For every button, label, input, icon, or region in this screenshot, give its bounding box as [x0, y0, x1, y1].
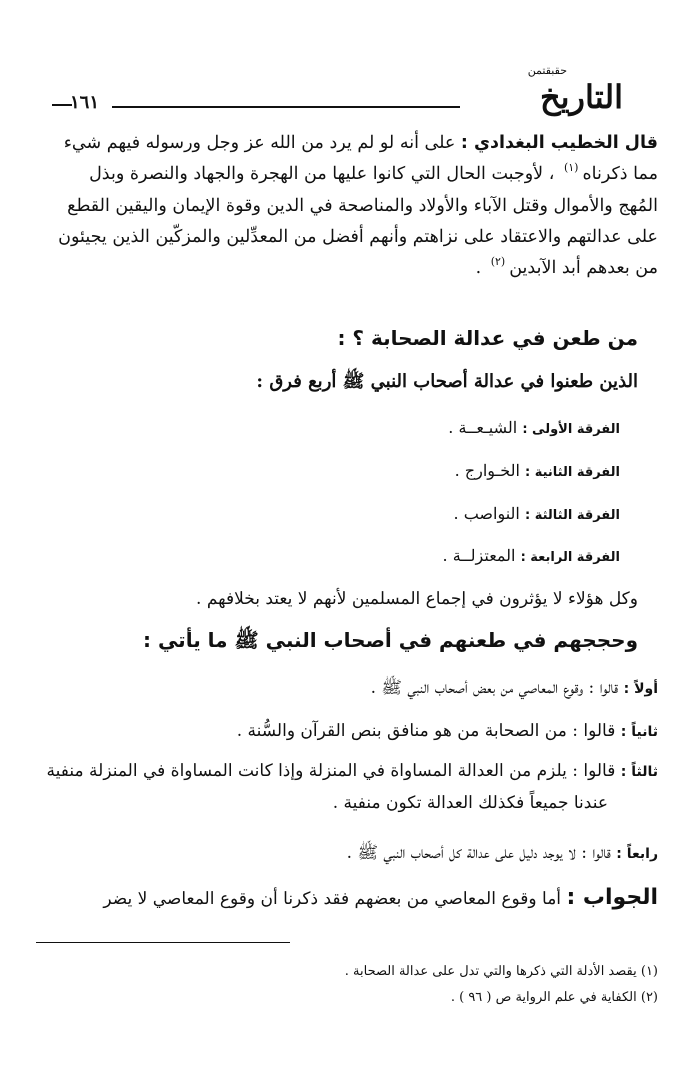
intro-line-4: على عدالتهم والاعتقاد على نزاهتم وأنهم أفضل من المعدِّلين والمزكّين الذين يجيئون — [58, 227, 658, 247]
header-dash — [52, 104, 72, 106]
intro-line-5-text: من بعدهم أبد الآبدين — [509, 258, 658, 278]
sect-item — [454, 504, 620, 523]
argument-point — [40, 838, 658, 870]
section2-heading: وحججهم في طعنهم في أصحاب النبي ﷺ ما يأتي : — [142, 628, 638, 652]
point-text: قالوا : من الصحابة من هو منافق بنص القرآن والسُّنة . — [236, 721, 621, 741]
point-label: رابعاً : — [616, 846, 658, 862]
sect-item — [443, 546, 620, 565]
answer-text: أما وقوع المعاصي من بعضهم فقد ذكرنا أن وقوع المعاصي لا يضر — [103, 889, 567, 909]
sect-item-text: النواصب . — [453, 504, 525, 523]
intro-line-2-text: مما ذكرناه — [582, 164, 658, 184]
intro-line-1-text: على أنه لو لم يرد من الله عز وجل ورسوله فيهم شيء — [63, 133, 461, 153]
sect-item-text: الخـوارج . — [454, 461, 525, 480]
section1-subheading: الذين طعنوا في عدالة أصحاب النبي ﷺ أربع فرق : — [256, 371, 638, 392]
footnote-divider — [36, 942, 290, 943]
footnote-2: (٢) الكفاية في علم الرواية ص ( ٩٦ ) . — [450, 990, 658, 1005]
intro-line-2 — [40, 159, 658, 191]
sect-item — [448, 418, 620, 437]
header-logo-subtitle: حقبقتمن — [527, 64, 567, 77]
header-rule — [112, 106, 460, 108]
sect-item-label: الفرقة الثانية : — [524, 465, 620, 480]
intro-line-2-rest: ، لأوجبت الحال التي كانوا عليها من الهجرة والجهاد والنصرة وبذل — [89, 164, 560, 184]
intro-line-5 — [40, 253, 658, 285]
intro-line-5-rest: . — [475, 258, 487, 278]
intro-line-1 — [40, 128, 658, 159]
section1-heading: من طعن في عدالة الصحابة ؟ : — [337, 326, 638, 350]
page-number: ١٦١ — [70, 92, 100, 113]
intro-line-3: المُهج والأموال وقتل الآباء والأولاد والمناصحة في الدين وقوة الإيمان واليقين القطع — [67, 196, 658, 216]
footnote-1: (١) يقصد الأدلة التي ذكرها والتي تدل على عدالة الصحابة . — [344, 964, 658, 979]
footnote-ref-2: (٢) — [490, 255, 506, 268]
point-text: قالوا : وقوع المعاصي من بعض أصحاب النبي ﷺ . — [370, 678, 624, 698]
point-continuation: عندنا جميعاً فكذلك العدالة تكون منفية . — [332, 793, 608, 813]
point-label: ثانياً : — [620, 724, 658, 740]
point-text: قالوا : يلزم من العدالة المساواة في المنزلة وإذا كانت المساواة في المنزلة منفية — [46, 761, 621, 781]
answer-label: الجواب : — [566, 885, 658, 910]
point-text: قالوا : لا يوجد دليل على عدالة كل أصحاب النبي ﷺ . — [346, 843, 617, 863]
argument-point — [40, 673, 658, 705]
sect-item-text: المعتزلــة . — [442, 546, 521, 565]
sect-item-text: الشيـعــة . — [448, 418, 523, 437]
section1-conclusion: وكل هؤلاء لا يؤثرون في إجماع المسلمين لأنهم لا يعتد بخلافهم . — [196, 589, 638, 609]
sect-item-label: الفرقة الأولى : — [522, 422, 620, 437]
footnote-ref-1: (١) — [563, 161, 579, 174]
point-label: أولاً : — [623, 681, 658, 697]
page-header — [30, 58, 665, 128]
sect-item-label: الفرقة الرابعة : — [520, 550, 620, 565]
intro-paragraph — [40, 128, 658, 285]
argument-point — [40, 716, 658, 748]
answer-paragraph — [40, 882, 658, 915]
header-logo: التاريخ — [539, 78, 623, 116]
sect-item-label: الفرقة الثالثة : — [524, 508, 620, 523]
point-line — [40, 756, 658, 788]
argument-point — [40, 756, 658, 819]
quote-author-label: قال الخطيب البغدادي : — [460, 133, 658, 153]
point-label: ثالثاً : — [620, 764, 658, 780]
sect-item — [455, 461, 620, 480]
